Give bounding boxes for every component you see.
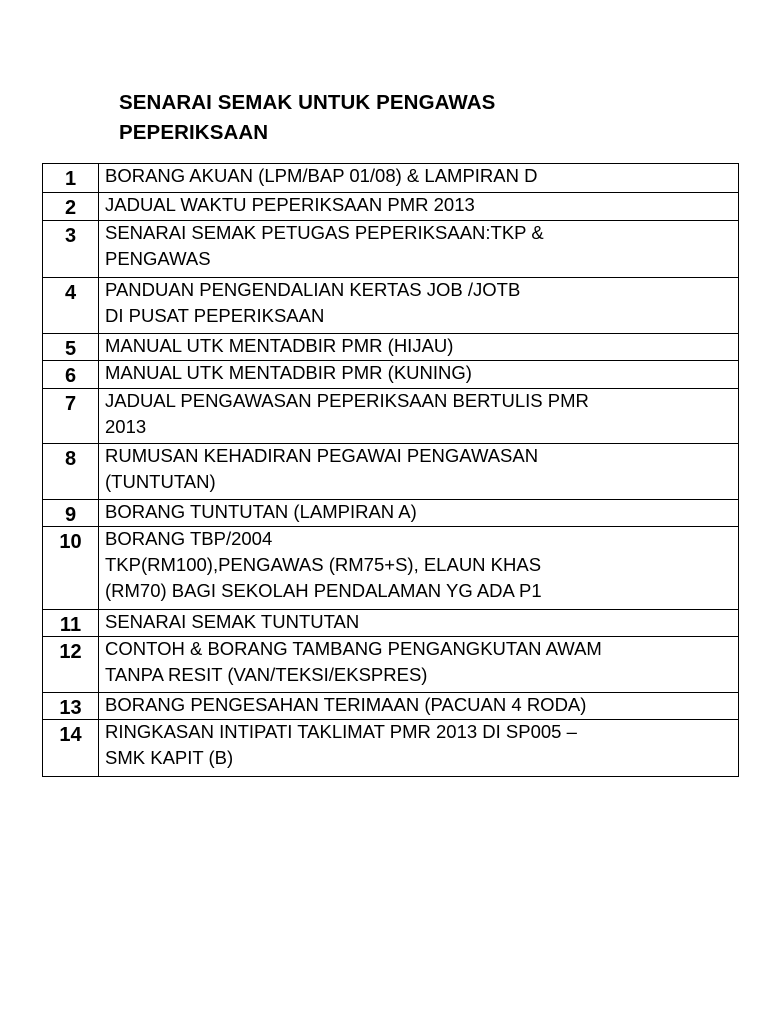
table-row xyxy=(43,334,739,361)
row-description-line: BORANG TBP/2004 xyxy=(105,528,273,549)
row-description-line: DI PUSAT PEPERIKSAAN xyxy=(105,305,325,326)
row-number: 6 xyxy=(64,365,77,387)
row-description-cell xyxy=(99,610,739,637)
row-description-cell xyxy=(99,527,739,610)
row-number-cell xyxy=(43,693,99,720)
checklist-table xyxy=(42,163,739,777)
row-description-line: SENARAI SEMAK PETUGAS PEPERIKSAAN:TKP & xyxy=(105,222,544,243)
table-row xyxy=(43,693,739,720)
row-description-line: SENARAI SEMAK TUNTUTAN xyxy=(105,611,360,632)
row-description-line: (RM70) BAGI SEKOLAH PENDALAMAN YG ADA P1 xyxy=(105,580,542,601)
row-number-cell xyxy=(43,389,99,444)
row-description-line: BORANG PENGESAHAN TERIMAAN (PACUAN 4 RODA) xyxy=(105,694,587,715)
row-number-cell xyxy=(43,444,99,500)
row-number: 12 xyxy=(59,641,82,663)
row-number: 2 xyxy=(64,197,77,219)
row-description-line: RINGKASAN INTIPATI TAKLIMAT PMR 2013 DI SP005 – xyxy=(105,721,577,742)
row-description-cell xyxy=(99,720,739,777)
row-number-cell xyxy=(43,164,99,193)
row-description-cell xyxy=(99,221,739,278)
row-number: 4 xyxy=(64,282,77,304)
row-number-cell xyxy=(43,221,99,278)
table-row xyxy=(43,221,739,278)
row-number: 9 xyxy=(64,504,77,526)
row-number-cell xyxy=(43,720,99,777)
row-number: 7 xyxy=(64,393,77,415)
row-number-cell xyxy=(43,527,99,610)
table-row xyxy=(43,637,739,693)
table-row xyxy=(43,720,739,777)
row-number: 8 xyxy=(64,448,77,470)
row-number-cell xyxy=(43,637,99,693)
row-description-cell xyxy=(99,164,739,193)
row-description-cell xyxy=(99,334,739,361)
row-description-line: JADUAL PENGAWASAN PEPERIKSAAN BERTULIS PMR xyxy=(105,390,589,411)
row-number: 13 xyxy=(59,697,82,719)
row-description-line: RUMUSAN KEHADIRAN PEGAWAI PENGAWASAN xyxy=(105,445,539,466)
table-row xyxy=(43,193,739,221)
row-description-cell xyxy=(99,637,739,693)
row-number-cell xyxy=(43,193,99,221)
row-number-cell xyxy=(43,361,99,389)
row-number-cell xyxy=(43,500,99,527)
row-number-cell xyxy=(43,610,99,637)
table-row xyxy=(43,361,739,389)
row-description-line: TANPA RESIT (VAN/TEKSI/EKSPRES) xyxy=(105,664,428,685)
row-description-cell xyxy=(99,193,739,221)
row-description-line: PANDUAN PENGENDALIAN KERTAS JOB /JOTB xyxy=(105,279,521,300)
row-description-line: TKP(RM100),PENGAWAS (RM75+S), ELAUN KHAS xyxy=(105,554,542,575)
row-description-cell xyxy=(99,693,739,720)
table-row xyxy=(43,527,739,610)
row-description-line: MANUAL UTK MENTADBIR PMR (HIJAU) xyxy=(105,335,454,356)
row-number: 11 xyxy=(59,614,82,636)
page-title xyxy=(119,88,679,148)
row-description-cell xyxy=(99,389,739,444)
row-number-cell xyxy=(43,334,99,361)
checklist-body xyxy=(43,164,739,777)
row-number: 1 xyxy=(64,168,77,190)
row-description-cell xyxy=(99,444,739,500)
row-number: 10 xyxy=(59,531,82,553)
table-row xyxy=(43,500,739,527)
row-description-cell xyxy=(99,278,739,334)
row-description-line: CONTOH & BORANG TAMBANG PENGANGKUTAN AWAM xyxy=(105,638,602,659)
row-description-cell xyxy=(99,361,739,389)
row-number-cell xyxy=(43,278,99,334)
row-description-line: SMK KAPIT (B) xyxy=(105,747,234,768)
row-description-line: (TUNTUTAN) xyxy=(105,471,216,492)
table-row xyxy=(43,444,739,500)
table-row xyxy=(43,389,739,444)
row-description-line: BORANG TUNTUTAN (LAMPIRAN A) xyxy=(105,501,417,522)
row-description-line: JADUAL WAKTU PEPERIKSAAN PMR 2013 xyxy=(105,194,475,215)
page-title-line-1: SENARAI SEMAK UNTUK PENGAWAS xyxy=(119,91,496,114)
row-description-line: MANUAL UTK MENTADBIR PMR (KUNING) xyxy=(105,362,472,383)
row-number: 14 xyxy=(59,724,82,746)
table-row xyxy=(43,164,739,193)
row-number: 5 xyxy=(64,338,77,360)
row-description-line: BORANG AKUAN (LPM/BAP 01/08) & LAMPIRAN D xyxy=(105,165,538,186)
row-description-line: 2013 xyxy=(105,416,147,437)
row-description-cell xyxy=(99,500,739,527)
table-row xyxy=(43,278,739,334)
row-number: 3 xyxy=(64,225,77,247)
page-title-line-2: PEPERIKSAAN xyxy=(119,121,269,144)
table-row xyxy=(43,610,739,637)
row-description-line: PENGAWAS xyxy=(105,248,211,269)
